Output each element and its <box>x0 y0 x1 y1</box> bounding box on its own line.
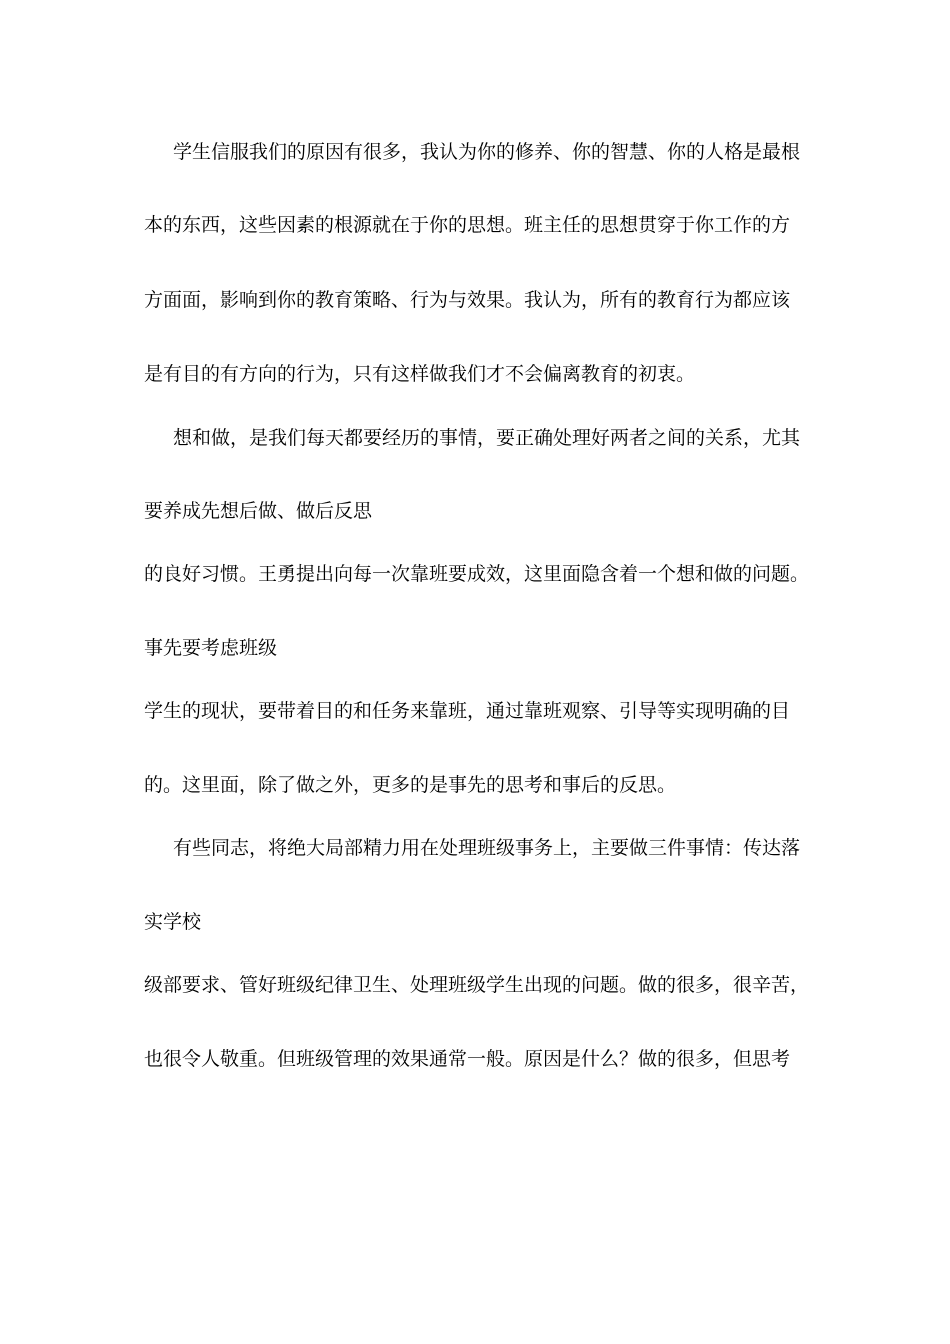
text-line-14: 也很令人敬重。但班级管理的效果通常一般。原因是什么？做的很多，但思考 <box>144 1048 791 1070</box>
text-line-5: 想和做，是我们每天都要经历的事情，要正确处理好两者之间的关系，尤其 <box>173 427 801 449</box>
text-line-9: 学生的现状，要带着目的和任务来靠班，通过靠班观察、引导等实现明确的目 <box>144 700 791 722</box>
text-line-2: 本的东西，这些因素的根源就在于你的思想。班主任的思想贯穿于你工作的方 <box>144 214 791 236</box>
text-line-13: 级部要求、管好班级纪律卫生、处理班级学生出现的问题。做的很多，很辛苦， <box>144 974 810 996</box>
text-line-7: 的良好习惯。王勇提出向每一次靠班要成效，这里面隐含着一个想和做的问题。 <box>144 563 810 585</box>
text-line-10: 的。这里面，除了做之外，更多的是事先的思考和事后的反思。 <box>144 774 677 796</box>
text-line-12: 实学校 <box>144 911 202 933</box>
text-line-11: 有些同志，将绝大局部精力用在处理班级事务上，主要做三件事情：传达落 <box>173 837 801 859</box>
text-line-8: 事先要考虑班级 <box>144 637 278 659</box>
text-line-1: 学生信服我们的原因有很多，我认为你的修养、你的智慧、你的人格是最根 <box>173 141 801 163</box>
text-line-4: 是有目的有方向的行为，只有这样做我们才不会偏离教育的初衷。 <box>144 363 696 385</box>
text-line-3: 方面面，影响到你的教育策略、行为与效果。我认为，所有的教育行为都应该 <box>144 289 791 311</box>
text-line-6: 要养成先想后做、做后反思 <box>144 500 373 522</box>
